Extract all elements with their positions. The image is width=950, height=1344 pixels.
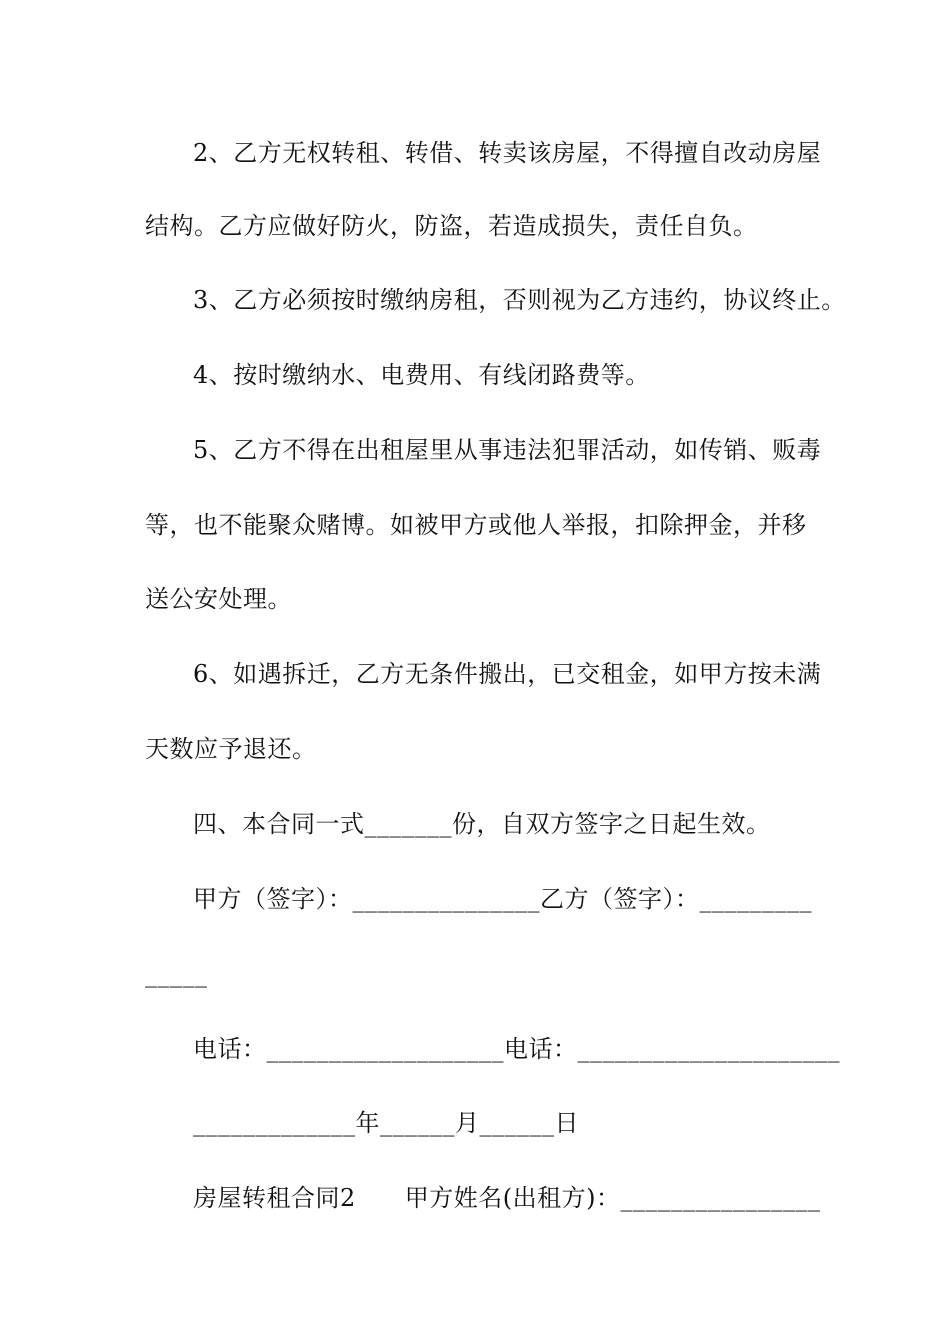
clause-6-line-1: 6、如遇拆迁，乙方无条件搬出，已交租金，如甲方按未满 [193, 660, 822, 688]
clause-4: 4、按时缴纳水、电费用、有线闭路费等。 [193, 361, 650, 389]
next-contract-heading: 房屋转租合同2 甲方姓名(出租方)：________________ [193, 1184, 821, 1212]
phone-line: 电话：___________________电话：_____________________ [193, 1035, 840, 1063]
clause-2-line-1: 2、乙方无权转租、转借、转卖该房屋，不得擅自改动房屋 [193, 139, 822, 167]
date-line: _____________年______月______日 [193, 1109, 579, 1137]
clause-5-line-2: 等，也不能聚众赌博。如被甲方或他人举报，扣除押金，并移 [145, 511, 807, 539]
clause-6-line-2: 天数应予退还。 [145, 735, 317, 763]
signature-line: 甲方（签字）：_______________乙方（签字）：_________ [193, 885, 812, 913]
clause-2-line-2: 结构。乙方应做好防火，防盗，若造成损失，责任自负。 [145, 212, 758, 240]
clause-5-line-3: 送公安处理。 [145, 585, 292, 613]
signature-line-continuation: _____ [145, 960, 208, 988]
clause-3: 3、乙方必须按时缴纳房租，否则视为乙方违约，协议终止。 [193, 286, 846, 314]
clause-5-line-1: 5、乙方不得在出租屋里从事违法犯罪活动，如传销、贩毒 [193, 436, 822, 464]
contract-copies-clause: 四、本合同一式_______份，自双方签字之日起生效。 [193, 810, 771, 838]
